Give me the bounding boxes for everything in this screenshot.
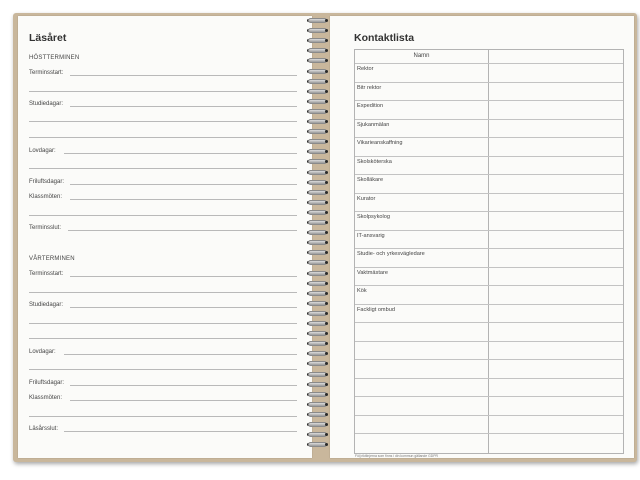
right-page [330, 16, 634, 458]
table-row-line [355, 415, 623, 416]
contact-label: Fackligt ombud [357, 306, 395, 313]
spiral-coil [300, 311, 336, 317]
autumn-study-days-line [70, 106, 297, 107]
spiral-coil [300, 271, 336, 277]
spiral-coil [300, 412, 336, 418]
spiral-coil [300, 89, 336, 95]
spring-outdoor-days-line [70, 385, 297, 386]
table-row-line [355, 230, 623, 231]
spiral-coil [300, 48, 336, 54]
page-title: Läsåret [29, 32, 67, 44]
table-row-line [355, 211, 623, 212]
spring-study-days-line [70, 307, 297, 308]
spiral-coil [300, 301, 336, 307]
autumn-holidays-line [64, 153, 297, 154]
spiral-coil [300, 321, 336, 327]
autumn-outdoor-days-line [70, 184, 297, 185]
spiral-coil [300, 402, 336, 408]
spiral-coil [300, 38, 336, 44]
contact-label: IT-ansvarig [357, 232, 385, 239]
autumn-outdoor-days-label: Friluftsdagar: [29, 179, 65, 185]
autumn-term-end-line [68, 230, 297, 231]
spiral-coil [300, 351, 336, 357]
writing-line [29, 369, 297, 370]
table-row-line [355, 248, 623, 249]
spiral-coil [300, 69, 336, 75]
spiral-coil [300, 200, 336, 206]
spiral-coil [300, 18, 336, 24]
spiral-coil [300, 139, 336, 145]
autumn-term-start-line [70, 75, 297, 76]
spiral-coil [300, 331, 336, 337]
contact-label: Kök [357, 288, 367, 294]
writing-line [29, 137, 297, 138]
writing-line [29, 338, 297, 339]
spiral-coil [300, 28, 336, 34]
year-end-line [64, 431, 297, 432]
writing-line [29, 91, 297, 92]
spiral-coil [300, 341, 336, 347]
spring-term-start-line [70, 276, 297, 277]
contact-label: Studie- och yrkesvägledare [357, 251, 425, 257]
contact-label: Skolsköterska [357, 158, 392, 165]
year-end-label: Läsårsslut: [29, 426, 59, 432]
autumn-holidays-label: Lovdagar: [29, 148, 56, 154]
spiral-coil [300, 149, 336, 155]
spiral-coil [300, 170, 336, 176]
spring-class-meetings-line [70, 400, 297, 401]
writing-line [29, 121, 297, 122]
table-row-line [355, 285, 623, 286]
writing-line [29, 292, 297, 293]
gdpr-footnote: Följ riktlinjerna som finns i din kommun gällande GDPR [355, 454, 438, 458]
spiral-coil [300, 240, 336, 246]
spring-holidays-label: Lovdagar: [29, 349, 56, 355]
contact-label: Rektor [357, 66, 374, 72]
column-divider [488, 50, 489, 453]
contact-label: Kurator [357, 195, 376, 202]
table-row-line [355, 193, 623, 194]
table-row-line [355, 137, 623, 138]
spiral-coil [300, 180, 336, 186]
contact-label: Bitr rektor [357, 84, 382, 91]
autumn-term-end-label: Terminsslut: [29, 225, 62, 231]
contact-list-title: Kontaktlista [354, 32, 415, 44]
table-row-line [355, 359, 623, 360]
table-row-line [355, 174, 623, 175]
spiral-coil [300, 382, 336, 388]
contact-label: Vaktmästare [357, 269, 388, 276]
name-column-header: Namn [413, 53, 430, 59]
spiral-coil [300, 210, 336, 216]
autumn-study-days-label: Studiedagar: [29, 101, 64, 107]
writing-line [29, 416, 297, 417]
spiral-coil [300, 372, 336, 378]
spiral-coil [300, 230, 336, 236]
spiral-coil [300, 159, 336, 165]
table-row-line [355, 267, 623, 268]
spiral-coil [300, 260, 336, 266]
spiral-coil [300, 220, 336, 226]
autumn-heading: HÖSTTERMINEN [29, 55, 80, 61]
autumn-term-start-label: Terminsstart: [29, 70, 64, 76]
table-row-line [355, 82, 623, 83]
table-row-line [355, 156, 623, 157]
spring-study-days-label: Studiedagar: [29, 302, 64, 308]
table-row-line [355, 341, 623, 342]
contact-table [354, 49, 624, 454]
spiral-coil [300, 392, 336, 398]
contact-label: Skolpsykolog [357, 214, 390, 220]
contact-label: Vikarieanskaffning [357, 140, 403, 146]
spiral-binding [300, 18, 336, 458]
table-row-line [355, 396, 623, 397]
spiral-coil [300, 129, 336, 135]
contact-label: Expedition [357, 103, 384, 109]
table-row-line [355, 304, 623, 305]
table-row-line [355, 119, 623, 120]
spiral-coil [300, 422, 336, 428]
spring-term-start-label: Terminsstart: [29, 271, 64, 277]
table-row-line [355, 322, 623, 323]
table-row-line [355, 433, 623, 434]
spiral-coil [300, 291, 336, 297]
left-page [18, 16, 312, 458]
autumn-class-meetings-line [70, 199, 297, 200]
spiral-coil [300, 250, 336, 256]
spiral-coil [300, 442, 336, 448]
spiral-coil [300, 79, 336, 85]
spiral-coil [300, 190, 336, 196]
spring-class-meetings-label: Klassmöten: [29, 395, 63, 401]
table-row-line [355, 100, 623, 101]
spiral-coil [300, 109, 336, 115]
spiral-coil [300, 99, 336, 105]
writing-line [29, 215, 297, 216]
writing-line [29, 323, 297, 324]
spiral-coil [300, 58, 336, 64]
spring-heading: VÅRTERMINEN [29, 256, 75, 262]
spiral-coil [300, 432, 336, 438]
table-row-line [355, 63, 623, 64]
contact-label: Skolläkare [357, 177, 384, 183]
table-row-line [355, 378, 623, 379]
spiral-coil [300, 119, 336, 125]
spring-outdoor-days-label: Friluftsdagar: [29, 380, 65, 386]
spiral-coil [300, 281, 336, 287]
spiral-coil [300, 361, 336, 367]
autumn-class-meetings-label: Klassmöten: [29, 194, 63, 200]
spring-holidays-line [64, 354, 297, 355]
contact-label: Sjukanmälan [357, 121, 390, 128]
writing-line [29, 168, 297, 169]
